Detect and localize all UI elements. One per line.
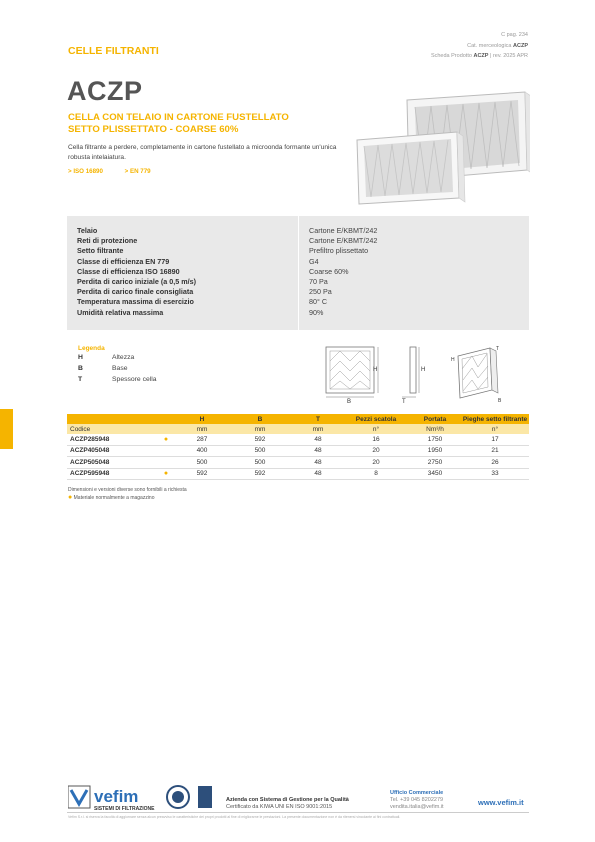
spec-label: Reti di protezione	[77, 236, 138, 246]
cell-pcs: 20	[343, 457, 409, 469]
specs-divider	[298, 216, 299, 330]
cell-flow: 1950	[409, 445, 461, 457]
legend-key: B	[78, 365, 83, 372]
dim-h-side-label: H	[421, 367, 426, 373]
table-row	[67, 457, 529, 469]
cell-flow: 3450	[409, 468, 461, 480]
legend-item-t	[78, 376, 157, 383]
col-unit-pcs: n°	[343, 424, 409, 434]
product-description: Cella filtrante a perdere, completamente in cartone fustellato a microonda formante un'unica robusta intelaiatura.	[68, 144, 337, 161]
stock-star-icon	[155, 457, 177, 469]
cell-h: 400	[177, 445, 227, 457]
spec-label: Perdita di carico iniziale (a 0,5 m/s)	[77, 277, 197, 286]
spec-label: Classe di efficienza ISO 16890	[77, 266, 180, 276]
dim-b-label: B	[347, 399, 352, 404]
front-view-diagram	[326, 347, 378, 404]
col-header-b: B	[227, 414, 293, 424]
subtitle-line-1: CELLA CON TELAIO IN CARTONE FUSTELLATO	[68, 112, 289, 123]
sheet-label: Scheda Prodotto	[430, 53, 472, 59]
quality-info	[226, 797, 349, 811]
stock-star-icon: ●	[155, 468, 177, 480]
spec-value: 70 Pa	[309, 277, 328, 286]
col-header-folds: Pieghe setto filtrante	[462, 415, 528, 423]
table-row	[67, 445, 529, 457]
table-units-row	[67, 424, 529, 434]
legend-title: Legenda	[78, 345, 105, 352]
cell-b: 592	[227, 468, 293, 480]
cell-t: 48	[293, 434, 343, 445]
spec-label: Temperatura massima di esercizio	[77, 297, 194, 307]
spec-label: Umidità relativa massima	[77, 307, 164, 317]
col-unit-flow: Nm³/h	[409, 424, 461, 434]
cell-b: 592	[227, 434, 293, 445]
section-side-tab	[0, 409, 13, 449]
spec-value: Cartone E/KBMT/242	[309, 226, 378, 235]
product-table-wrap	[67, 414, 529, 480]
table-body	[67, 434, 529, 480]
spec-value: 90%	[309, 307, 324, 317]
stock-star-icon: ●	[155, 434, 177, 445]
cell-code: ACZP505048	[67, 457, 155, 469]
sheet-reference	[431, 51, 528, 62]
cell-flow: 1750	[409, 434, 461, 445]
spec-label: Setto filtrante	[77, 246, 124, 256]
col-unit-folds: n°	[461, 424, 529, 434]
quality-cert: Certificato da KIWA UNI EN ISO 9001:2015	[226, 804, 333, 810]
perspective-diagram	[451, 346, 502, 404]
revision: | rev. 2025 APR	[489, 53, 528, 59]
cell-code: ACZP285948	[67, 434, 155, 445]
dim-t-persp-label: T	[496, 346, 500, 352]
spec-label: Classe di efficienza EN 779	[77, 256, 170, 266]
cell-t: 48	[293, 468, 343, 480]
filter-front	[357, 132, 465, 204]
dim-h-persp-label: H	[451, 357, 455, 363]
spec-value: 250 Pa	[309, 287, 332, 297]
kiwa-seal-inner	[172, 791, 184, 803]
brand-name: vefim	[94, 787, 139, 806]
cell-folds: 26	[461, 457, 529, 469]
cell-folds: 21	[461, 445, 529, 457]
website-link[interactable]: www.vefim.it	[478, 798, 524, 807]
catalog-label: Cat. merceologica	[467, 43, 512, 49]
table-note-stock	[68, 494, 155, 501]
legend-key: T	[78, 376, 83, 383]
spec-label: Perdita di carico finale consigliata	[77, 287, 194, 297]
logo-graphics	[68, 784, 218, 812]
cell-pcs: 8	[343, 468, 409, 480]
catalog-code: ACZP	[513, 43, 528, 49]
cell-pcs: 20	[343, 445, 409, 457]
en-link[interactable]: > EN 779	[124, 168, 151, 175]
legend-item-h	[78, 354, 134, 361]
table-header-row	[67, 414, 529, 424]
sheet-code: ACZP	[473, 53, 489, 59]
product-table	[67, 414, 529, 480]
product-image	[345, 90, 530, 205]
subtitle-line-2: SETTO PLISSETTATO - COARSE 60%	[68, 123, 239, 135]
cell-h: 592	[177, 468, 227, 480]
legend-key: H	[78, 354, 83, 361]
cell-folds: 17	[461, 434, 529, 445]
cell-b: 500	[227, 445, 293, 457]
stock-star-icon: ●	[68, 494, 73, 501]
standard-links	[68, 168, 171, 175]
quality-title: Azienda con Sistema di Gestione per la Qualità	[226, 797, 349, 803]
col-unit-star	[155, 424, 177, 434]
office-email[interactable]: vendita.italia@vefim.it	[390, 804, 444, 810]
legend-text: Spessore cella	[112, 376, 157, 383]
spec-value: Coarse 60%	[309, 266, 349, 276]
legend-text: Base	[112, 365, 128, 372]
table-row	[67, 434, 529, 445]
col-unit-code: Codice	[67, 424, 155, 434]
brand-subtitle: SISTEMI DI FILTRAZIONE	[94, 806, 155, 812]
spec-label: Telaio	[77, 226, 98, 235]
cell-t: 48	[293, 445, 343, 457]
legal-notice: Vefim S.r.l. si riserva la facoltà di aggiornare senza alcun preavviso le caratteristiche dei propri prodotti al fine di migliorarne le prestazioni. La presente documentazione non è da ritenersi vincolante ai fini contrattuali.	[68, 815, 401, 819]
col-header-pcs: Pezzi scatola	[343, 414, 409, 424]
section-title: CELLE FILTRANTI	[68, 45, 159, 57]
footer-divider	[67, 812, 529, 813]
iso-link[interactable]: > ISO 16890	[68, 168, 103, 175]
spec-value: Cartone E/KBMT/242	[309, 236, 378, 246]
dim-h-label: H	[373, 367, 378, 373]
cell-flow: 2750	[409, 457, 461, 469]
spec-value: Prefiltro plissettato	[309, 246, 369, 256]
cell-code: ACZP595948	[67, 468, 155, 480]
stock-note-text: Materiale normalmente a magazzino	[73, 495, 155, 501]
page-reference: C pag. 234	[501, 32, 528, 38]
cell-pcs: 16	[343, 434, 409, 445]
specifications-panel	[67, 216, 529, 330]
product-subtitle	[68, 112, 289, 135]
col-header-star	[155, 414, 177, 424]
cell-folds: 33	[461, 468, 529, 480]
col-unit-t: mm	[293, 424, 343, 434]
legend-text: Altezza	[112, 354, 135, 361]
cell-code: ACZP405048	[67, 445, 155, 457]
spec-value: 80° C	[309, 297, 328, 307]
accredia-mark-icon	[198, 786, 212, 808]
dimension-diagram	[318, 342, 528, 404]
cell-h: 287	[177, 434, 227, 445]
col-unit-b: mm	[227, 424, 293, 434]
side-view-diagram	[402, 347, 425, 404]
col-header-flow: Portata	[409, 414, 461, 424]
cell-b: 500	[227, 457, 293, 469]
spec-value: G4	[309, 256, 319, 266]
col-unit-h: mm	[177, 424, 227, 434]
table-note-sizes: Dimensioni e versioni diverse sono fornibili a richiesta	[68, 487, 187, 493]
stock-star-icon	[155, 445, 177, 457]
sales-office	[390, 790, 444, 811]
product-title: ACZP	[67, 76, 143, 106]
office-title: Ufficio Commerciale	[390, 790, 444, 796]
col-header-code	[67, 414, 155, 424]
dim-b-persp-label: B	[498, 398, 502, 404]
cell-t: 48	[293, 457, 343, 469]
office-phone[interactable]: Tel. +39 045 8202279	[390, 797, 444, 803]
cell-h: 500	[177, 457, 227, 469]
col-header-t: T	[293, 414, 343, 424]
table-row	[67, 468, 529, 480]
dim-t-label: T	[402, 399, 406, 404]
col-header-h: H	[177, 414, 227, 424]
legend-item-b	[78, 365, 128, 372]
